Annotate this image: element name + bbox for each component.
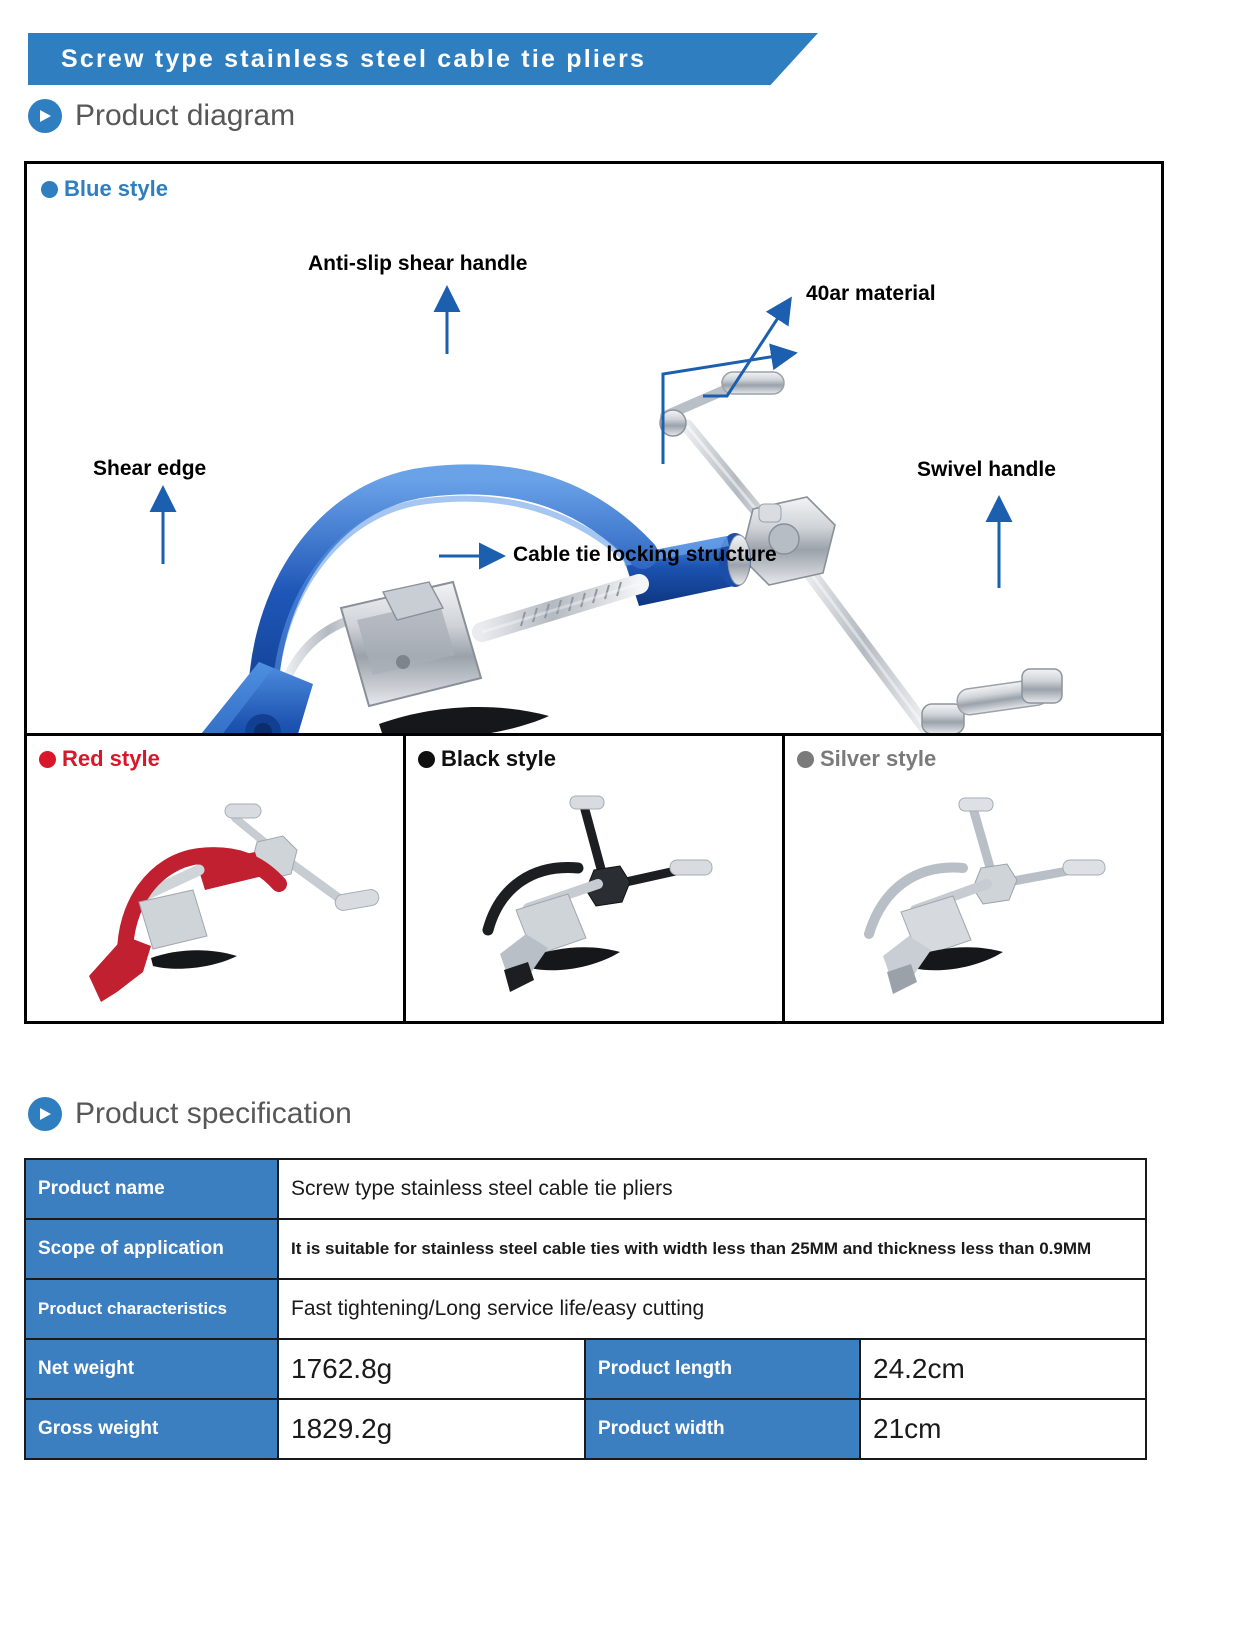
variant-silver (782, 736, 1161, 1024)
table-row (25, 1339, 1146, 1399)
spec-value-product-length: 24.2cm (860, 1339, 1146, 1399)
callout-shear-edge: Shear edge (93, 457, 207, 480)
spec-key-product-length: Product length (585, 1339, 860, 1399)
style-label-text: Black style (441, 746, 556, 771)
table-row (25, 1219, 1146, 1279)
spec-key-product-width: Product width (585, 1399, 860, 1459)
product-photo-red-tool (27, 758, 403, 1010)
callout-40ar-material: 40ar material (806, 282, 936, 305)
play-arrow-icon (28, 1097, 62, 1131)
variant-thumbnails (27, 736, 1161, 1024)
spec-key-net-weight: Net weight (25, 1339, 278, 1399)
banner-title: Screw type stainless steel cable tie pliers (61, 45, 647, 73)
spec-value-product-characteristics: Fast tightening/Long service life/easy cutting (278, 1279, 1146, 1339)
product-photo-black-tool (406, 758, 782, 1010)
specification-table (24, 1158, 1147, 1460)
callout-swivel-handle: Swivel handle (917, 458, 1056, 481)
product-photo-silver-tool (785, 758, 1161, 1010)
section-heading-product-diagram (28, 99, 295, 133)
callout-cable-tie-locking-structure: Cable tie locking structure (513, 543, 777, 566)
style-label-text: Blue style (64, 176, 168, 201)
variant-black (403, 736, 782, 1024)
spec-value-scope-of-application: It is suitable for stainless steel cable ties with width less than 25MM and thickness less than 0.9MM (278, 1219, 1146, 1279)
table-row (25, 1279, 1146, 1339)
spec-value-product-width: 21cm (860, 1399, 1146, 1459)
product-photo-blue-tool (27, 164, 1161, 733)
spec-key-product-characteristics: Product characteristics (25, 1279, 278, 1339)
spec-value-net-weight: 1762.8g (278, 1339, 585, 1399)
table-row (25, 1399, 1146, 1459)
spec-key-scope-of-application: Scope of application (25, 1219, 278, 1279)
section-title-text: Product diagram (75, 99, 296, 132)
main-style-panel (27, 164, 1161, 736)
table-row (25, 1159, 1146, 1219)
spec-value-gross-weight: 1829.2g (278, 1399, 585, 1459)
spec-key-product-name: Product name (25, 1159, 278, 1219)
section-title-text: Product specification (75, 1097, 352, 1130)
play-arrow-icon (28, 99, 62, 133)
callout-anti-slip-shear-handle: Anti-slip shear handle (308, 252, 528, 275)
product-diagram-box (24, 161, 1164, 1024)
spec-key-gross-weight: Gross weight (25, 1399, 278, 1459)
variant-red (27, 736, 403, 1024)
title-banner (28, 33, 818, 85)
style-label-text: Red style (62, 746, 160, 771)
style-label-text: Silver style (820, 746, 937, 771)
section-heading-product-specification (28, 1097, 352, 1131)
spec-value-product-name: Screw type stainless steel cable tie pliers (278, 1159, 1146, 1219)
